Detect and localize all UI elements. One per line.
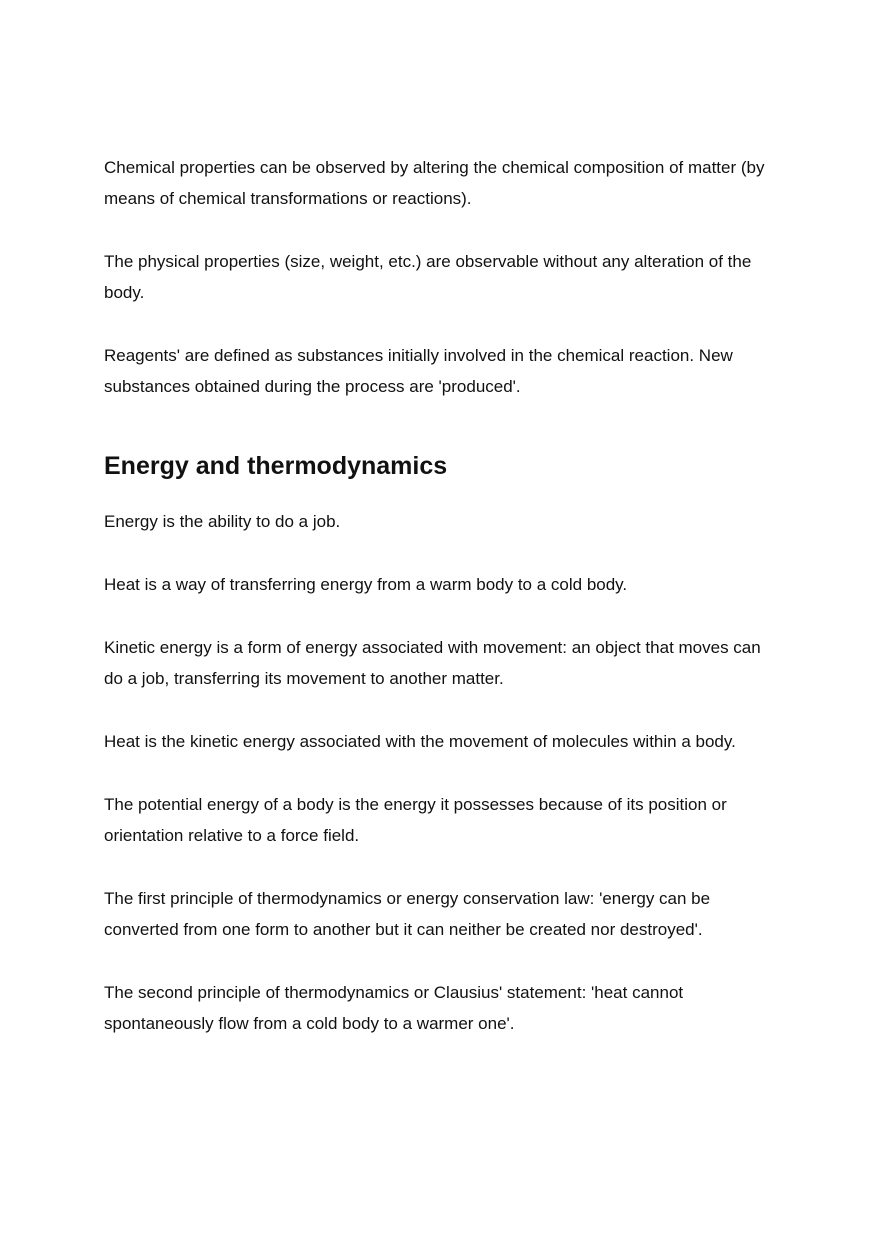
paragraph-spacer (104, 945, 784, 977)
paragraph-reagents: Reagents' are defined as substances initially involved in the chemical reaction. New substances obtained during the process are 'produced'. (104, 346, 733, 396)
paragraph-spacer (104, 851, 784, 883)
section-heading-energy: Energy and thermodynamics (104, 452, 448, 480)
paragraph-spacer (104, 757, 784, 789)
paragraph-spacer (104, 694, 784, 726)
paragraph-chemical-properties: Chemical properties can be observed by altering the chemical composition of matter (by means of chemical transformations or reactions). (104, 158, 765, 208)
paragraph-spacer (104, 214, 784, 246)
heading-spacer (104, 483, 784, 506)
paragraph-second-principle: The second principle of thermodynamics or Clausius' statement: 'heat cannot spontaneously flow from a cold body to a warmer one'. (104, 983, 684, 1033)
paragraph-first-principle: The first principle of thermodynamics or energy conservation law: 'energy can be converted from one form to another but it can neither be created nor destroyed'. (104, 889, 711, 939)
paragraph-heat-kinetic: Heat is the kinetic energy associated with the movement of molecules within a body. (104, 732, 736, 751)
paragraph-spacer (104, 600, 784, 632)
paragraph-spacer (104, 537, 784, 569)
paragraph-heat-transfer: Heat is a way of transferring energy from a warm body to a cold body. (104, 575, 628, 594)
paragraph-spacer (104, 308, 784, 340)
paragraph-physical-properties: The physical properties (size, weight, etc.) are observable without any alteration of the body. (104, 252, 752, 302)
document-page (104, 152, 784, 1039)
paragraph-kinetic-energy: Kinetic energy is a form of energy associated with movement: an object that moves can do a job, transferring its movement to another matter. (104, 638, 761, 688)
heading-spacer (104, 402, 784, 449)
paragraph-energy-definition: Energy is the ability to do a job. (104, 512, 341, 531)
paragraph-potential-energy: The potential energy of a body is the energy it possesses because of its position or orientation relative to a force field. (104, 795, 727, 845)
